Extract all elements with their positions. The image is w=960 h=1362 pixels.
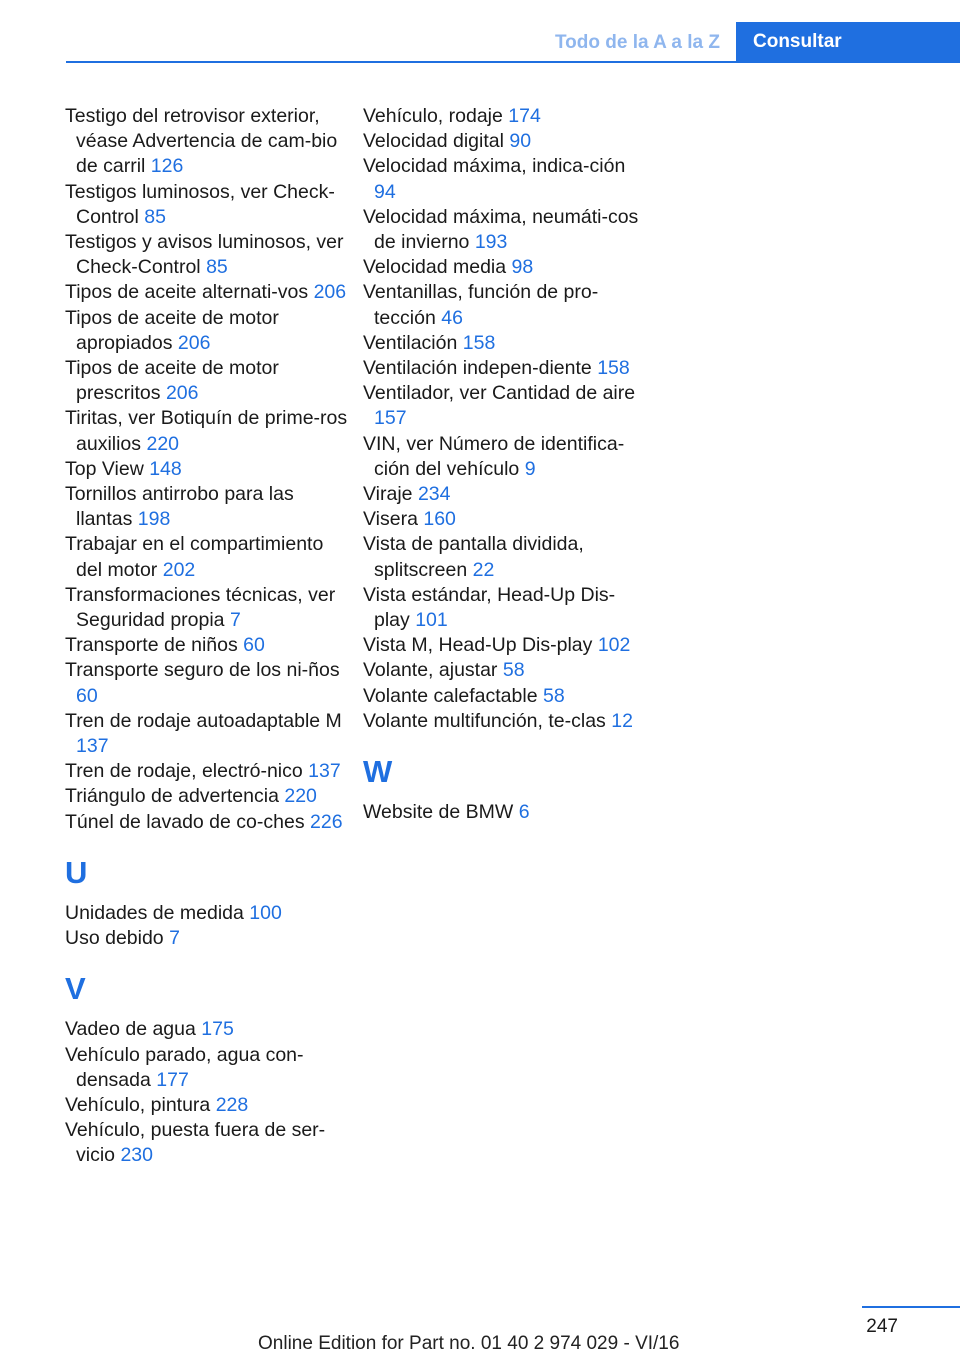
index-entry [65,810,350,835]
index-page-link[interactable]: 174 [508,105,541,127]
index-entry [65,306,350,356]
index-entry-text: Viraje [363,483,413,506]
index-entry-text: Website de BMW [363,801,514,824]
index-entry-text: Velocidad media [363,256,507,279]
index-entry [363,255,648,280]
index-entry [65,658,350,708]
index-entry [65,482,350,532]
index-entry-text: Testigos luminosos, ver Check-Control [65,180,335,228]
index-entry-text: Velocidad digital [363,130,504,153]
index-entry [363,482,648,507]
index-entry-text: Túnel de lavado de co‐ches [65,810,305,833]
index-entry [363,583,648,633]
index-letter-heading: W [363,754,393,790]
index-entry-text: Ventanillas, función de pro‐tección [363,281,599,329]
index-page-link[interactable]: 230 [120,1144,153,1167]
index-page-link[interactable]: 220 [146,432,180,455]
index-entry [65,901,350,926]
index-entry-text: Testigo del retrovisor exterior, véase Advertencia de cam‐bio de carril [65,105,338,178]
index-entry [65,356,350,406]
index-entry-text: Velocidad máxima, neumáti‐cos de invierno [363,205,639,254]
index-entry [363,507,648,532]
index-page-link[interactable]: 160 [423,508,456,531]
index-page-link[interactable]: 90 [509,130,532,153]
index-page-link[interactable]: 137 [308,760,341,783]
index-entry [65,1118,350,1168]
index-entry [65,709,350,759]
index-page-link[interactable]: 100 [249,901,282,924]
edition-note: Online Edition for Part no. 01 40 2 974 029 - VI/16 [258,1333,680,1354]
page-header [0,0,960,64]
index-entry [363,633,648,658]
index-entry-text: Tiritas, ver Botiquín de prime‐ros auxilios [65,407,348,455]
section-title: Todo de la A a la Z [554,32,720,53]
index-entry [65,1093,350,1118]
index-page-link[interactable]: 126 [150,155,184,178]
index-letter-heading: U [65,854,88,890]
header-rule [66,61,960,63]
index-page-link[interactable]: 198 [137,508,171,531]
page-number: 247 [866,1316,898,1337]
index-page-link[interactable]: 9 [524,457,536,480]
index-entry [363,658,648,683]
index-entry-text: Tornillos antirrobo para las llantas [65,483,294,531]
index-entry [363,709,648,734]
index-entry [363,432,648,482]
index-page-link[interactable]: 177 [156,1068,189,1091]
index-entry-text: Ventilación indepen‐diente [363,357,592,380]
index-entry [363,104,648,129]
index-entry [65,759,350,784]
index-page-link[interactable]: 137 [76,735,109,758]
index-entry [65,230,350,280]
index-entry-text: Tren de rodaje, electró‐nico [65,760,303,783]
index-entry [363,356,648,381]
index-page-link[interactable]: 228 [215,1093,249,1116]
index-entry-text: Vehículo parado, agua con‐densada [65,1043,304,1091]
index-entry-text: Trabajar en el compartimiento del motor [65,533,324,581]
index-page-link[interactable]: 158 [597,357,630,380]
index-entry-text: Tipos de aceite alternati‐vos [65,281,309,304]
index-entry-text: Velocidad máxima, indica‐ción [363,155,626,178]
index-page-link[interactable]: 60 [243,634,265,657]
index-page-link[interactable]: 98 [511,256,534,279]
index-page-link[interactable]: 206 [313,281,347,304]
index-entry [65,457,350,482]
index-entry [65,926,350,951]
index-page-link[interactable]: 158 [462,331,496,354]
index-entry [363,532,648,582]
index-page-link[interactable]: 58 [502,659,525,682]
index-page-link[interactable]: 7 [169,927,180,950]
index-page-link[interactable]: 220 [284,785,317,808]
index-entry-text: Vehículo, puesta fuera de ser‐vicio [65,1119,326,1167]
index-page-link[interactable]: 58 [542,684,565,707]
index-entry-text: Unidades de medida [65,901,244,924]
index-entry [363,154,648,204]
index-entry-text: Ventilación [363,331,458,354]
index-entry-text: Transporte seguro de los ni‐ños [65,659,340,682]
index-page-link[interactable]: 94 [374,180,396,203]
index-entry [65,633,350,658]
index-page-link[interactable]: 193 [474,231,508,254]
index-entry-text: Uso debido [65,927,164,950]
index-page-link[interactable]: 157 [374,407,407,430]
index-entry [363,684,648,709]
index-page-link[interactable]: 148 [149,457,182,480]
index-entry [65,180,350,230]
index-entry [363,205,648,255]
chapter-tab[interactable]: Consultar [736,22,960,63]
index-entry-text: Volante, ajustar [363,659,498,682]
index-entry-text: Vehículo, rodaje [363,105,503,127]
index-entry [65,784,350,809]
index-entry [363,280,648,330]
index-entry-text: VIN, ver Número de identifica‐ción del vehículo [363,432,625,480]
index-entry [65,280,350,305]
index-page-link[interactable]: 46 [441,306,463,329]
index-letter-heading: V [65,971,86,1007]
index-entry [363,800,648,825]
index-entry-text: Vadeo de agua [65,1018,196,1041]
index-entry-text: Visera [363,508,418,531]
footer-rule [862,1306,960,1308]
index-entry [363,331,648,356]
index-entry [363,381,648,431]
index-entry-text: Tipos de aceite de motor prescritos [65,357,279,405]
index-entry-text: Transporte de niños [65,634,238,657]
index-page-link[interactable]: 7 [229,609,241,632]
index-page-link[interactable]: 226 [310,810,343,833]
index-entry-text: Ventilador, ver Cantidad de aire [363,382,636,405]
index-entry [65,406,350,456]
index-entry-text: Tipos de aceite de motor apropiados [65,306,279,354]
index-page-link[interactable]: 234 [417,483,451,506]
index-entry [65,1043,350,1093]
index-entry [65,104,350,180]
index-entry-text: Tren de rodaje autoadaptable M [65,709,342,732]
index-page-link[interactable]: 206 [165,382,199,405]
index-entry [65,583,350,633]
index-entry-text: Vista estándar, Head-Up Dis‐play [363,583,616,632]
index-page-link[interactable]: 206 [177,331,211,354]
index-entry-text: Volante multifunción, te‐clas [363,709,606,732]
index-page-link[interactable]: 6 [518,801,530,824]
index-entry-text: Volante calefactable [363,684,538,707]
index-page-link[interactable]: 85 [144,205,166,228]
index-column-right [363,104,648,825]
index-page-link[interactable]: 85 [206,256,228,279]
index-entry [65,532,350,582]
index-entry-text: Vehículo, pintura [65,1093,211,1116]
index-entry-text: Triángulo de advertencia [65,785,279,808]
index-entry [65,1017,350,1042]
index-page-link[interactable]: 175 [201,1018,234,1041]
index-page-link[interactable]: 12 [611,709,633,732]
index-column-left [65,104,350,1169]
index-page-link[interactable]: 102 [597,634,631,657]
index-entry-text: Top View [65,457,144,480]
index-entry-text: Vista M, Head-Up Dis‐play [363,634,593,657]
index-page-link[interactable]: 101 [415,609,448,632]
index-entry-text: Vista de pantalla dividida, splitscreen [363,533,584,581]
index-page-link[interactable]: 60 [76,684,98,707]
index-entry-text: Testigos y avisos luminosos, ver Check-Control [65,231,344,279]
index-page-link[interactable]: 202 [162,558,196,581]
index-entry-text: Transformaciones técnicas, ver Seguridad propia [65,583,336,632]
index-entry [363,129,648,154]
index-page-link[interactable]: 22 [472,558,495,581]
